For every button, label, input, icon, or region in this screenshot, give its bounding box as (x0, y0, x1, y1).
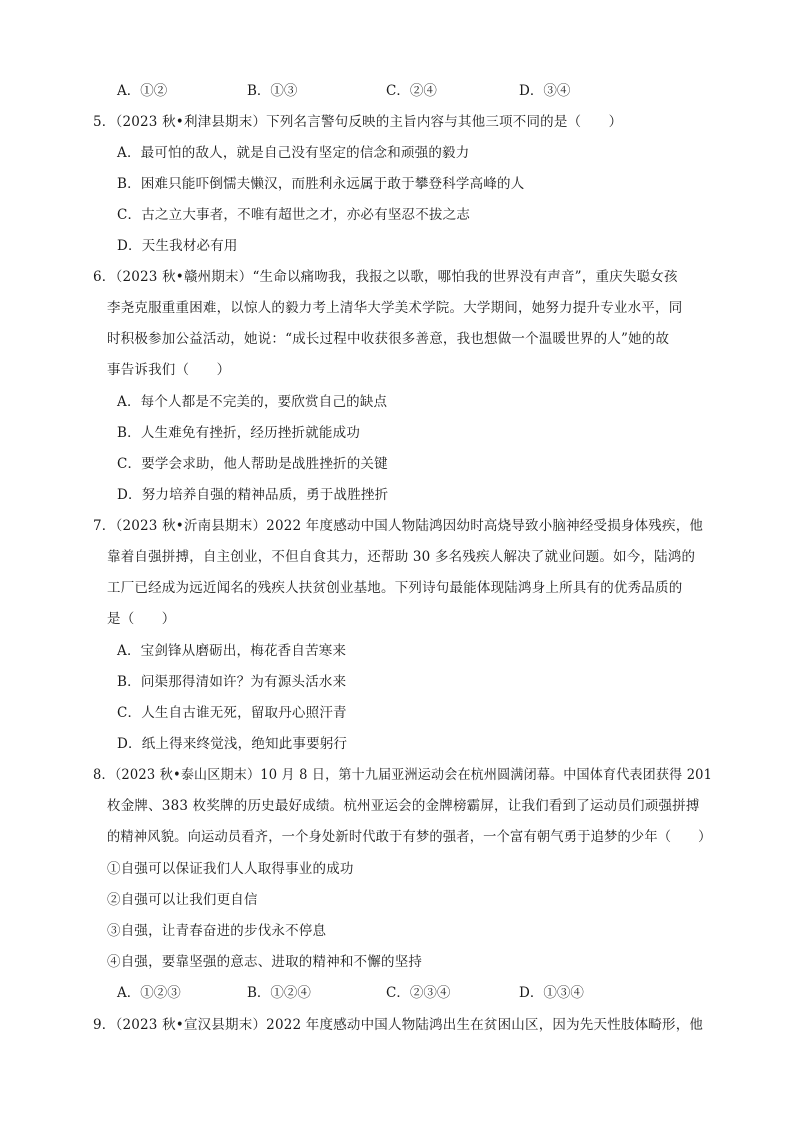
q6-stem-line-4: 事告诉我们（ ） (107, 362, 231, 378)
q7-option-a[interactable]: A．宝剑锋从磨砺出，梅花香自苦寒来 (117, 643, 347, 659)
q4-option-c[interactable]: C．②④ (386, 83, 437, 99)
q7-stem-line-1: 7．（2023 秋•沂南县期末）2022 年度感动中国人物陆鸿因幼时高烧导致小脑神经受损身体残疾，他 (93, 518, 704, 534)
q8-option-a[interactable]: A．①②③ (117, 985, 181, 1001)
q6-option-c[interactable]: C．要学会求助，他人帮助是战胜挫折的关键 (117, 456, 388, 472)
q5-option-c[interactable]: C．古之立大事者，不唯有超世之才，亦必有坚忍不拔之志 (117, 207, 471, 223)
q6-stem-line-2: 李尧克服重重困难，以惊人的毅力考上清华大学美术学院。大学期间，她努力提升专业水平，同 (107, 300, 683, 316)
q6-option-d[interactable]: D．努力培养自强的精神品质，勇于战胜挫折 (117, 487, 389, 503)
q7-stem-line-2: 靠着自强拼搏，自主创业，不但自食其力，还帮助 30 多名残疾人解决了就业问题。如今，陆鸿的 (107, 549, 696, 565)
q6-option-a[interactable]: A．每个人都是不完美的，要欣赏自己的缺点 (117, 394, 388, 410)
q9-stem-line-1: 9．（2023 秋•宣汉县期末）2022 年度感动中国人物陆鸿出生在贫困山区，因为先天性肢体畸形，他 (93, 1017, 704, 1033)
q7-option-b[interactable]: B．问渠那得清如许？为有源头活水来 (117, 674, 347, 690)
q7-option-d[interactable]: D．纸上得来终觉浅，绝知此事要躬行 (117, 736, 348, 752)
q7-stem-line-4: 是（ ） (107, 611, 176, 627)
q8-option-d[interactable]: D．①③④ (519, 985, 584, 1001)
q8-stem-line-1: 8．（2023 秋•泰山区期末）10 月 8 日，第十九届亚洲运动会在杭州圆满闭幕。中国体育代表团获得 201 (93, 767, 713, 783)
q6-stem-line-1: 6．（2023 秋•赣州期末）“生命以痛吻我，我报之以歌，哪怕我的世界没有声音”，重庆失聪女孩 (93, 269, 678, 285)
q8-statement-2: ②自强可以让我们更自信 (107, 892, 258, 908)
q5-option-d[interactable]: D．天生我材必有用 (117, 238, 238, 254)
q8-statement-1: ①自强可以保证我们人人取得事业的成功 (107, 861, 354, 877)
q7-stem-line-3: 工厂已经成为远近闻名的残疾人扶贫创业基地。下列诗句最能体现陆鸿身上所具有的优秀品质的 (107, 580, 683, 596)
q8-statement-4: ④自强，要靠坚强的意志、进取的精神和不懈的坚持 (107, 954, 423, 970)
q8-stem-line-3: 的精神风貌。向运动员看齐，一个身处新时代敢于有梦的强者，一个富有朝气勇于追梦的少年（ ） (107, 829, 712, 845)
q7-option-c[interactable]: C．人生自古谁无死，留取丹心照汗青 (117, 705, 347, 721)
q8-option-b[interactable]: B．①②④ (247, 985, 311, 1001)
q4-option-a[interactable]: A．①② (117, 83, 168, 99)
q4-option-b[interactable]: B．①③ (247, 83, 298, 99)
q6-option-b[interactable]: B．人生难免有挫折，经历挫折就能成功 (117, 425, 361, 441)
q8-statement-3: ③自强，让青春奋进的步伐永不停息 (107, 923, 327, 939)
q5-option-b[interactable]: B．困难只能吓倒懦夫懒汉，而胜利永远属于敢于攀登科学高峰的人 (117, 176, 525, 192)
q8-stem-line-2: 枚金牌、383 枚奖牌的历史最好成绩。杭州亚运会的金牌榜霸屏，让我们看到了运动员们顽强拼搏 (107, 798, 700, 814)
q5-stem: 5．（2023 秋•利津县期末）下列名言警句反映的主旨内容与其他三项不同的是（ ） (93, 114, 623, 130)
q8-option-c[interactable]: C．②③④ (386, 985, 451, 1001)
q6-stem-line-3: 时积极参加公益活动，她说：“成长过程中收获很多善意，我也想做一个温暖世界的人”她的故 (107, 331, 670, 347)
q4-option-d[interactable]: D．③④ (519, 83, 571, 99)
q5-option-a[interactable]: A．最可怕的敌人，就是自己没有坚定的信念和顽强的毅力 (117, 145, 470, 161)
